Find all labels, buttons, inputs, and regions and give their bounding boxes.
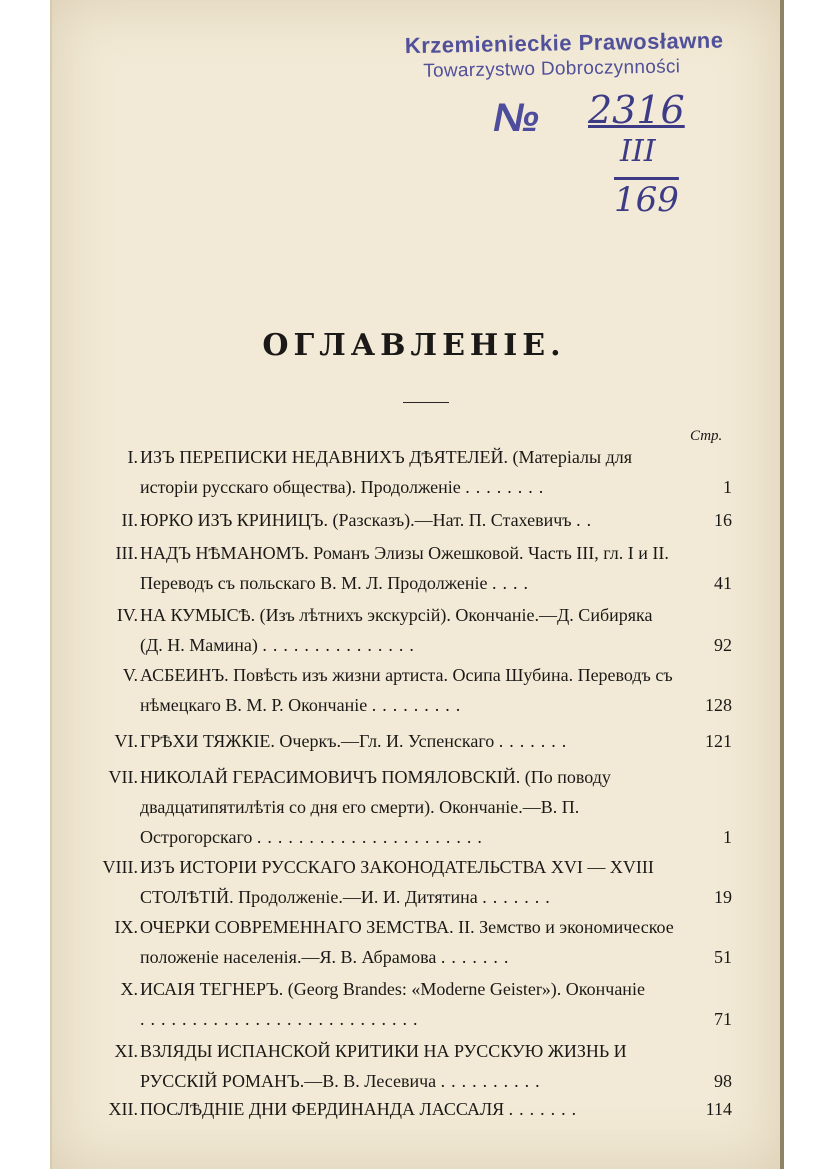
toc-entry-dots: ......... [371, 695, 467, 715]
toc-entry-text: ИЗЪ ИСТОРІИ РУССКАГО ЗАКОНОДАТЕЛЬСТВА XVI — XVIII СТОЛѢТІЙ. Продолженіе.—И. И. Дитятина [140, 857, 654, 907]
toc-entry-text: ИЗЪ ПЕРЕПИСКИ НЕДАВНИХЪ ДѢЯТЕЛЕЙ. (Матеріалы для исторіи русскаго общества). Продолженіе [140, 447, 633, 497]
toc-entry-dots: .. [576, 510, 598, 530]
page-title: ОГЛАВЛЕНІЕ. [262, 328, 566, 363]
toc-entry-text: НИКОЛАЙ ГЕРАСИМОВИЧЪ ПОМЯЛОВСКІЙ. (По поводу двадцатипятилѣтія со дня его смерти). Окончаніе.—В. П. Острогорскаго [140, 767, 611, 847]
toc-entry-dots: .... [491, 573, 534, 593]
stamp-line-1: Krzemienieckie Prawosławne [404, 27, 724, 59]
handwritten-sub: 169 [614, 180, 679, 220]
toc-entry-dots: ....... [498, 731, 573, 751]
toc-entry-dots: ............... [262, 635, 420, 655]
toc-entry-page: 98 [714, 1071, 732, 1091]
toc-entry-number: VII. [108, 767, 138, 787]
toc-entry [121, 505, 732, 535]
toc-entry-text: НАДЪ НѢМАНОМЪ. Романъ Элизы Ожешковой. Часть III, гл. I и II. Переводъ съ польскаго В. М. Л. Продолженіе [140, 543, 669, 593]
toc-entry-number: III. [115, 543, 138, 563]
toc-entry-text: ПОСЛѢДНІЕ ДНИ ФЕРДИНАНДА ЛАССАЛЯ [140, 1099, 505, 1119]
toc-entry-number: XII. [108, 1099, 138, 1119]
toc-entry-text: ГРѢХИ ТЯЖКІЕ. Очеркъ.—Гл. И. Успенскаго [140, 731, 495, 751]
toc-entry-dots: ...................... [256, 827, 488, 847]
toc-entry [102, 852, 732, 912]
toc-entry-page: 51 [714, 947, 732, 967]
toc-entry-page: 71 [714, 1009, 732, 1029]
library-stamp [405, 27, 766, 83]
stamp-number-sign: № [493, 96, 539, 140]
toc-entry-dots: ....... [508, 1099, 583, 1119]
stamp-line-2: Towarzystwo Dobroczynności [423, 56, 681, 82]
toc-entry [127, 442, 732, 502]
toc-entry [108, 762, 732, 852]
toc-entry-dots: .......... [440, 1071, 546, 1091]
toc-entry-page: 1 [723, 477, 732, 497]
title-divider [403, 402, 449, 403]
toc-entry-page: 19 [714, 887, 732, 907]
toc-entry [116, 600, 732, 660]
toc-entry-text: ЮРКО ИЗЪ КРИНИЦЪ. (Разсказъ).—Нат. П. Стахевичъ [140, 510, 572, 530]
toc-entry [114, 1036, 732, 1096]
toc-entry [114, 912, 732, 972]
toc-entry-page: 121 [705, 731, 732, 751]
toc-entry-dots: ....... [440, 947, 515, 967]
toc-entry-page: 114 [705, 1099, 732, 1119]
handwritten-number: 2316 [588, 88, 685, 132]
toc-entry-number: IX. [114, 917, 138, 937]
toc-entry-text: НА КУМЫСѢ. (Изъ лѣтнихъ экскурсій). Окончаніе.—Д. Сибиряка (Д. Н. Мамина) [140, 605, 653, 655]
toc-entry-text: ВЗЛЯДЫ ИСПАНСКОЙ КРИТИКИ НА РУССКУЮ ЖИЗНЬ И РУССКІЙ РОМАНЪ.—В. В. Лесевича [140, 1041, 627, 1091]
toc-entry [120, 974, 732, 1034]
toc-entry-number: V. [122, 665, 138, 685]
toc-entry [122, 660, 732, 720]
toc-entry-page: 1 [723, 827, 732, 847]
toc-entry-page: 92 [714, 635, 732, 655]
toc-entry-number: IV. [116, 605, 138, 625]
toc-entry-page: 128 [705, 695, 732, 715]
toc-entry [115, 538, 732, 598]
toc-entry-page: 16 [714, 510, 732, 530]
toc-entry-number: XI. [114, 1041, 138, 1061]
toc-entry-number: I. [127, 447, 138, 467]
toc-entry-text: ОЧЕРКИ СОВРЕМЕННАГО ЗЕМСТВА. II. Земство и экономическое положеніе населенія.—Я. В. Абрамова [140, 917, 674, 967]
toc-entry-dots: ........ [465, 477, 550, 497]
handwritten-shelf: III [620, 134, 656, 169]
toc-entry-number: X. [120, 979, 138, 999]
toc-entry-text: АСБЕИНЪ. Повѣсть изъ жизни артиста. Осипа Шубина. Переводъ съ нѣмецкаго В. М. Р. Окончаніе [140, 665, 673, 715]
toc-entry [108, 1094, 732, 1124]
toc-entry-dots: ....... [482, 887, 556, 907]
toc-entry-number: VIII. [102, 857, 138, 877]
toc-entry-number: II. [121, 510, 138, 530]
toc-entry-number: VI. [114, 731, 138, 751]
toc-entry [114, 726, 732, 756]
toc-entry-dots: ........................... [140, 1009, 424, 1029]
toc-entry-text: ИСАІЯ ТЕГНЕРЪ. (Georg Brandes: «Moderne Geister»). Окончаніе [140, 979, 645, 999]
page-column-label: Стр. [690, 428, 723, 444]
toc-entry-page: 41 [714, 573, 732, 593]
